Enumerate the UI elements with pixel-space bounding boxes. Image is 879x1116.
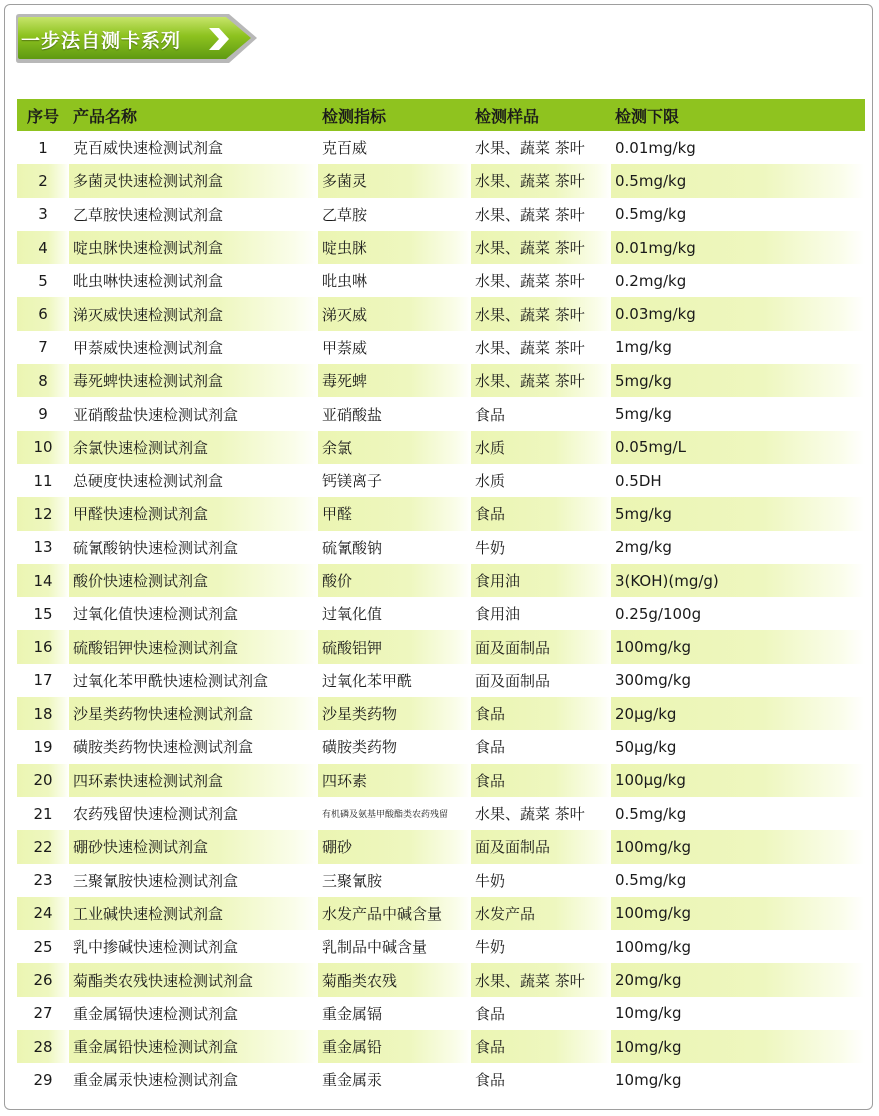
cell-indicator: 三聚氰胺 xyxy=(322,871,383,890)
cell-no: 1 xyxy=(38,138,48,157)
cell-limit: 5mg/kg xyxy=(615,405,672,424)
cell-limit: 10mg/kg xyxy=(611,1030,865,1063)
cell-limit: 100μg/kg xyxy=(611,764,865,797)
table-row xyxy=(17,697,865,730)
cell-limit: 300mg/kg xyxy=(615,671,692,690)
cell-no: 12 xyxy=(17,497,69,530)
cell-product: 毒死蜱快速检测试剂盒 xyxy=(69,364,318,397)
cell-limit: 0.5mg/kg xyxy=(615,871,687,890)
cell-no: 17 xyxy=(33,671,53,690)
cell-sample: 水质 xyxy=(471,431,611,464)
cell-no: 28 xyxy=(17,1030,69,1063)
table-row xyxy=(17,730,865,763)
cell-indicator: 涕灭威 xyxy=(318,297,471,330)
cell-no: 11 xyxy=(33,471,53,490)
cell-indicator: 钙镁离子 xyxy=(322,472,383,491)
cell-product: 重金属汞快速检测试剂盒 xyxy=(73,1071,239,1090)
table-row xyxy=(17,897,865,930)
cell-sample: 牛奶 xyxy=(475,538,506,557)
cell-product: 甲萘威快速检测试剂盒 xyxy=(73,338,224,357)
cell-sample: 水果、蔬菜 茶叶 xyxy=(475,805,585,824)
cell-sample: 食品 xyxy=(475,1071,506,1090)
cell-no: 5 xyxy=(38,271,48,290)
cell-limit: 1mg/kg xyxy=(615,338,672,357)
cell-indicator: 毒死蜱 xyxy=(318,364,471,397)
table-row xyxy=(17,1030,865,1063)
cell-indicator: 过氧化值 xyxy=(322,605,383,624)
cell-sample: 水果、蔬菜 茶叶 xyxy=(475,139,585,158)
cell-no: 9 xyxy=(38,405,48,424)
cell-indicator: 四环素 xyxy=(318,764,471,797)
cell-indicator: 过氧化苯甲酰 xyxy=(322,671,413,690)
cell-limit: 0.01mg/kg xyxy=(611,231,865,264)
cell-sample: 水果、蔬菜 茶叶 xyxy=(475,338,585,357)
cell-sample: 食用油 xyxy=(475,605,521,624)
table-row xyxy=(17,930,865,963)
cell-product: 过氧化苯甲酰快速检测试剂盒 xyxy=(73,671,269,690)
cell-product: 硫氰酸钠快速检测试剂盒 xyxy=(73,538,239,557)
cell-no: 24 xyxy=(17,897,69,930)
cell-no: 15 xyxy=(33,604,53,623)
table-row xyxy=(17,564,865,597)
cell-limit: 0.5DH xyxy=(615,471,662,490)
cell-indicator: 硫氰酸钠 xyxy=(322,538,383,557)
cell-product: 啶虫脒快速检测试剂盒 xyxy=(69,231,318,264)
cell-indicator: 乳制品中碱含量 xyxy=(322,938,428,957)
cell-no: 22 xyxy=(17,830,69,863)
cell-no: 6 xyxy=(17,297,69,330)
cell-indicator: 多菌灵 xyxy=(318,164,471,197)
cell-sample: 水发产品 xyxy=(471,897,611,930)
cell-indicator: 硫酸铝钾 xyxy=(318,630,471,663)
cell-limit: 5mg/kg xyxy=(611,497,865,530)
cell-limit: 50μg/kg xyxy=(615,737,677,756)
table-row xyxy=(17,364,865,397)
cell-sample: 食品 xyxy=(475,1004,506,1023)
cell-indicator: 水发产品中碱含量 xyxy=(318,897,471,930)
cell-product: 菊酯类农残快速检测试剂盒 xyxy=(69,963,318,996)
cell-indicator: 甲醛 xyxy=(318,497,471,530)
cell-no: 29 xyxy=(33,1070,53,1089)
table-header-row xyxy=(17,99,865,131)
cell-no: 16 xyxy=(17,630,69,663)
cell-sample: 水果、蔬菜 茶叶 xyxy=(471,164,611,197)
cell-limit: 5mg/kg xyxy=(611,364,865,397)
table-row xyxy=(17,397,865,430)
table-row xyxy=(17,531,865,564)
cell-sample: 水果、蔬菜 茶叶 xyxy=(471,364,611,397)
cell-indicator: 磺胺类药物 xyxy=(322,738,398,757)
cell-limit: 0.01mg/kg xyxy=(615,138,696,157)
cell-indicator: 重金属铅 xyxy=(318,1030,471,1063)
cell-no: 19 xyxy=(33,737,53,756)
table-row xyxy=(17,297,865,330)
table-row xyxy=(17,963,865,996)
cell-indicator: 重金属汞 xyxy=(322,1071,383,1090)
cell-no: 27 xyxy=(33,1004,53,1023)
table-row xyxy=(17,830,865,863)
cell-no: 7 xyxy=(38,338,48,357)
cell-no: 13 xyxy=(33,538,53,557)
table-row xyxy=(17,497,865,530)
cell-indicator: 余氯 xyxy=(318,431,471,464)
cell-limit: 10mg/kg xyxy=(615,1004,682,1023)
cell-indicator: 酸价 xyxy=(318,564,471,597)
table-row xyxy=(17,164,865,197)
cell-sample: 牛奶 xyxy=(475,938,506,957)
cell-sample: 水果、蔬菜 茶叶 xyxy=(471,963,611,996)
table-row xyxy=(17,464,865,497)
cell-sample: 水果、蔬菜 茶叶 xyxy=(475,205,585,224)
cell-limit: 3(KOH)(mg/g) xyxy=(611,564,865,597)
cell-sample: 面及面制品 xyxy=(471,830,611,863)
cell-no: 21 xyxy=(33,804,53,823)
cell-product: 酸价快速检测试剂盒 xyxy=(69,564,318,597)
cell-limit: 100mg/kg xyxy=(611,897,865,930)
cell-sample: 水果、蔬菜 茶叶 xyxy=(471,231,611,264)
cell-product: 三聚氰胺快速检测试剂盒 xyxy=(73,871,239,890)
cell-limit: 20mg/kg xyxy=(611,963,865,996)
cell-product: 克百威快速检测试剂盒 xyxy=(73,139,224,158)
title-badge xyxy=(15,13,259,65)
cell-sample: 水果、蔬菜 茶叶 xyxy=(471,297,611,330)
cell-product: 余氯快速检测试剂盒 xyxy=(69,431,318,464)
cell-product: 过氧化值快速检测试剂盒 xyxy=(73,605,239,624)
cell-indicator: 乙草胺 xyxy=(322,205,368,224)
table-row xyxy=(17,198,865,231)
cell-indicator: 亚硝酸盐 xyxy=(322,405,383,424)
cell-no: 20 xyxy=(17,764,69,797)
table-row xyxy=(17,764,865,797)
table-row xyxy=(17,797,865,830)
cell-limit: 0.5mg/kg xyxy=(615,205,687,224)
cell-sample: 食用油 xyxy=(471,564,611,597)
cell-indicator: 克百威 xyxy=(322,139,368,158)
cell-product: 亚硝酸盐快速检测试剂盒 xyxy=(73,405,239,424)
cell-limit: 0.5mg/kg xyxy=(615,804,687,823)
table-row xyxy=(17,231,865,264)
cell-indicator: 啶虫脒 xyxy=(318,231,471,264)
cell-product: 乙草胺快速检测试剂盒 xyxy=(73,205,224,224)
cell-sample: 水质 xyxy=(475,472,506,491)
cell-no: 14 xyxy=(17,564,69,597)
cell-product: 工业碱快速检测试剂盒 xyxy=(69,897,318,930)
cell-no: 3 xyxy=(38,205,48,224)
cell-limit: 0.5mg/kg xyxy=(611,164,865,197)
cell-limit: 0.05mg/L xyxy=(611,431,865,464)
table-row xyxy=(17,131,865,164)
cell-no: 10 xyxy=(17,431,69,464)
table-row xyxy=(17,664,865,697)
cell-indicator: 重金属镉 xyxy=(322,1004,383,1023)
page-title: 一步法自测卡系列 xyxy=(21,30,182,52)
table-row xyxy=(17,431,865,464)
cell-sample: 食品 xyxy=(471,697,611,730)
cell-indicator: 菊酯类农残 xyxy=(318,963,471,996)
header-limit: 检测下限 xyxy=(611,99,865,131)
table-row xyxy=(17,1063,865,1096)
cell-limit: 10mg/kg xyxy=(615,1070,682,1089)
table-row xyxy=(17,630,865,663)
cell-product: 硼砂快速检测试剂盒 xyxy=(69,830,318,863)
cell-limit: 100mg/kg xyxy=(611,630,865,663)
table-row xyxy=(17,264,865,297)
cell-product: 重金属镉快速检测试剂盒 xyxy=(73,1004,239,1023)
cell-sample: 食品 xyxy=(475,738,506,757)
header-product: 产品名称 xyxy=(69,99,318,131)
cell-no: 4 xyxy=(17,231,69,264)
cell-product: 四环素快速检测试剂盒 xyxy=(69,764,318,797)
cell-limit: 100mg/kg xyxy=(611,830,865,863)
table-row xyxy=(17,864,865,897)
cell-indicator: 吡虫啉 xyxy=(322,272,368,291)
table-row xyxy=(17,331,865,364)
cell-product: 甲醛快速检测试剂盒 xyxy=(69,497,318,530)
cell-product: 总硬度快速检测试剂盒 xyxy=(73,472,224,491)
table-row xyxy=(17,997,865,1030)
cell-sample: 牛奶 xyxy=(475,871,506,890)
cell-product: 吡虫啉快速检测试剂盒 xyxy=(73,272,224,291)
cell-limit: 2mg/kg xyxy=(615,538,672,557)
cell-no: 23 xyxy=(33,871,53,890)
cell-no: 18 xyxy=(17,697,69,730)
cell-sample: 面及面制品 xyxy=(471,630,611,663)
header-sample: 检测样品 xyxy=(471,99,611,131)
table-row xyxy=(17,597,865,630)
header-indicator: 检测指标 xyxy=(318,99,471,131)
cell-sample: 面及面制品 xyxy=(475,671,551,690)
cell-product: 重金属铅快速检测试剂盒 xyxy=(69,1030,318,1063)
cell-limit: 0.03mg/kg xyxy=(611,297,865,330)
cell-limit: 0.25g/100g xyxy=(615,604,702,623)
cell-product: 磺胺类药物快速检测试剂盒 xyxy=(73,738,254,757)
cell-limit: 0.2mg/kg xyxy=(615,271,687,290)
cell-product: 农药残留快速检测试剂盒 xyxy=(73,805,239,824)
cell-indicator: 沙星类药物 xyxy=(318,697,471,730)
cell-limit: 100mg/kg xyxy=(615,937,692,956)
cell-no: 25 xyxy=(33,937,53,956)
cell-no: 2 xyxy=(17,164,69,197)
cell-product: 多菌灵快速检测试剂盒 xyxy=(69,164,318,197)
cell-sample: 食品 xyxy=(475,405,506,424)
cell-product: 沙星类药物快速检测试剂盒 xyxy=(69,697,318,730)
cell-product: 乳中掺碱快速检测试剂盒 xyxy=(73,938,239,957)
cell-sample: 食品 xyxy=(471,1030,611,1063)
cell-indicator: 硼砂 xyxy=(318,830,471,863)
cell-sample: 水果、蔬菜 茶叶 xyxy=(475,272,585,291)
cell-product: 涕灭威快速检测试剂盒 xyxy=(69,297,318,330)
cell-indicator: 有机磷及氨基甲酸酯类农药残留 xyxy=(322,810,449,821)
product-table xyxy=(17,99,865,1097)
header-no: 序号 xyxy=(17,99,69,131)
cell-no: 26 xyxy=(17,963,69,996)
cell-product: 硫酸铝钾快速检测试剂盒 xyxy=(69,630,318,663)
cell-sample: 食品 xyxy=(471,497,611,530)
cell-limit: 20μg/kg xyxy=(611,697,865,730)
cell-indicator: 甲萘威 xyxy=(322,338,368,357)
cell-no: 8 xyxy=(17,364,69,397)
cell-sample: 食品 xyxy=(471,764,611,797)
